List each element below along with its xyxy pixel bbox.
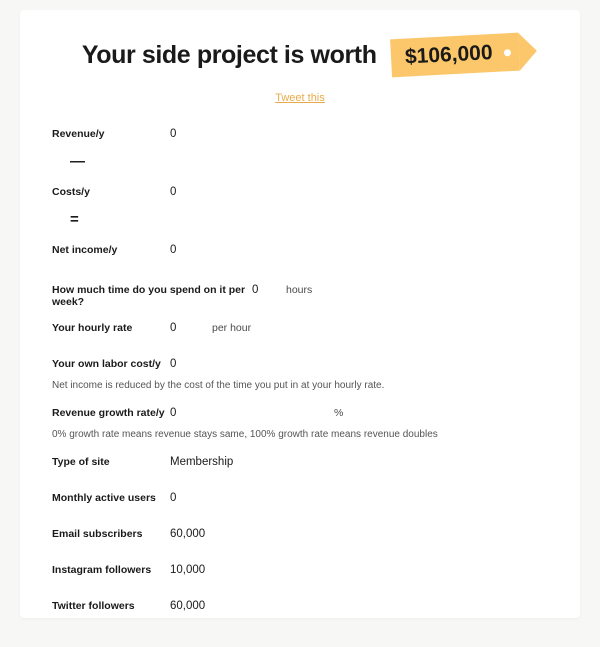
net-income-value: 0 — [170, 244, 177, 256]
revenue-value[interactable]: 0 — [170, 128, 177, 140]
page-title: Your side project is worth — [81, 40, 377, 69]
net-income-label: Net income/y — [52, 244, 118, 256]
hourly-rate-value[interactable]: 0 — [170, 322, 177, 334]
monthly-active-users-label: Monthly active users — [52, 492, 156, 504]
costs-row — [52, 186, 580, 208]
growth-rate-unit: % — [334, 407, 344, 419]
instagram-followers-value[interactable]: 10,000 — [170, 564, 206, 576]
hourly-rate-row — [52, 322, 580, 344]
labor-cost-value: 0 — [170, 358, 177, 370]
twitter-followers-value[interactable]: 60,000 — [170, 600, 206, 612]
site-type-label: Type of site — [52, 456, 110, 468]
hourly-rate-unit: per hour — [212, 322, 252, 334]
labor-cost-label: Your own labor cost/y — [52, 358, 161, 370]
twitter-followers-row — [52, 600, 580, 618]
time-spent-label: How much time do you spend on it per week? — [52, 284, 246, 308]
equals-operator: = — [70, 211, 79, 228]
costs-label: Costs/y — [52, 186, 90, 198]
time-spent-row — [52, 284, 580, 308]
tweet-this-link[interactable]: Tweet this — [275, 92, 325, 104]
labor-cost-row — [52, 358, 580, 380]
instagram-followers-row — [52, 564, 580, 586]
headline-row — [20, 36, 580, 74]
revenue-label: Revenue/y — [52, 128, 105, 140]
monthly-active-users-row — [52, 492, 580, 514]
costs-value[interactable]: 0 — [170, 186, 177, 198]
growth-rate-note: 0% growth rate means revenue stays same, 100% growth rate means revenue doubles — [52, 429, 438, 440]
valuation-card — [20, 10, 580, 618]
site-type-row — [52, 456, 580, 478]
growth-rate-row — [52, 407, 580, 429]
net-income-row — [52, 244, 580, 266]
monthly-active-users-value[interactable]: 0 — [170, 492, 177, 504]
tweet-row — [20, 88, 580, 106]
email-subscribers-row — [52, 528, 580, 550]
email-subscribers-value[interactable]: 60,000 — [170, 528, 206, 540]
hourly-rate-label: Your hourly rate — [52, 322, 133, 334]
time-spent-unit: hours — [286, 284, 313, 296]
revenue-row — [52, 128, 580, 150]
site-type-value[interactable]: Membership — [170, 456, 234, 468]
growth-rate-value[interactable]: 0 — [170, 407, 177, 419]
minus-operator: — — [70, 153, 84, 170]
email-subscribers-label: Email subscribers — [52, 528, 143, 540]
calculator-rows — [20, 128, 580, 618]
time-spent-value[interactable]: 0 — [252, 284, 259, 296]
tag-hole-icon — [503, 49, 510, 56]
growth-rate-label: Revenue growth rate/y — [52, 407, 165, 419]
instagram-followers-label: Instagram followers — [52, 564, 152, 576]
twitter-followers-label: Twitter followers — [52, 600, 135, 612]
labor-cost-note: Net income is reduced by the cost of the time you put in at your hourly rate. — [52, 380, 385, 391]
price-value: $106,000 — [404, 41, 493, 69]
price-tag-badge — [390, 33, 519, 78]
